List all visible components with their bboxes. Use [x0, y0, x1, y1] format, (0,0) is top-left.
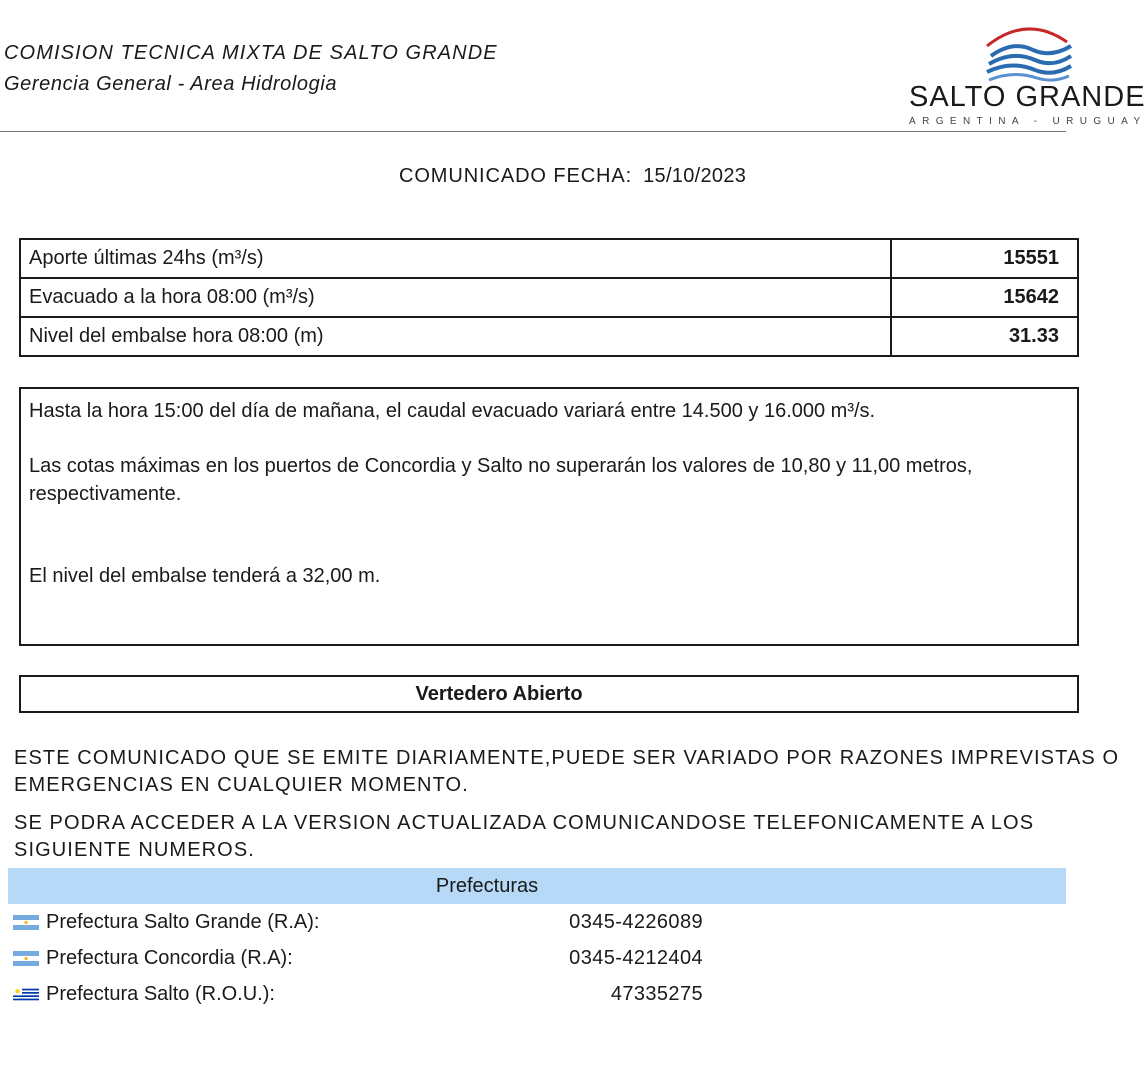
forecast-note: Las cotas máximas en los puertos de Concordia y Salto no superarán los valores de 10,80 y 11,00 metros, respectivamente.: [29, 455, 973, 505]
prefectura-phone[interactable]: 47335275: [610, 983, 703, 1005]
spillway-status: Vertedero Abierto: [19, 675, 1079, 713]
prefectura-row: [13, 943, 713, 973]
organization-name: COMISION TECNICA MIXTA DE SALTO GRANDE: [4, 42, 498, 64]
forecast-notes-box: [19, 387, 1079, 646]
row-label: Evacuado a la hora 08:00 (m³/s): [20, 278, 891, 317]
communique-date: 15/10/2023: [643, 165, 747, 187]
prefectura-name: Prefectura Salto (R.O.U.):: [46, 983, 275, 1005]
logo-name: SALTO GRANDE: [909, 81, 1146, 113]
table-row: [20, 239, 1078, 278]
header-divider: [0, 131, 1066, 132]
prefectura-phone[interactable]: 0345-4212404: [569, 947, 703, 969]
table-row: [20, 317, 1078, 356]
prefectura-row: [13, 979, 713, 1009]
uruguay-flag-icon: [13, 987, 39, 1002]
disclaimer-line: SE PODRA ACCEDER A LA VERSION ACTUALIZADA COMUNICANDOSE TELEFONICAMENTE A LOS: [14, 812, 1035, 834]
salto-grande-logo: [905, 18, 1147, 130]
forecast-note: El nivel del embalse tenderá a 32,00 m.: [29, 565, 381, 587]
department-name: Gerencia General - Area Hidrologia: [4, 73, 338, 95]
argentina-flag-icon: [13, 951, 39, 966]
forecast-note: Hasta la hora 15:00 del día de mañana, el caudal evacuado variará entre 14.500 y 16.000 m³/s.: [29, 400, 876, 422]
row-label: Aporte últimas 24hs (m³/s): [20, 239, 891, 278]
row-value: 15551: [891, 239, 1078, 278]
contact-instructions: [14, 810, 1034, 864]
row-value: 15642: [891, 278, 1078, 317]
prefectura-phone[interactable]: 0345-4226089: [569, 911, 703, 933]
disclaimer-line: EMERGENCIAS EN CUALQUIER MOMENTO.: [14, 774, 469, 796]
communique-label: COMUNICADO FECHA:: [399, 165, 633, 187]
disclaimer-line: SIGUIENTE NUMEROS.: [14, 839, 255, 861]
prefecturas-header: Prefecturas: [8, 868, 1066, 904]
prefectura-name: Prefectura Salto Grande (R.A):: [46, 911, 320, 933]
logo-emblem: [983, 20, 1073, 90]
prefectura-name: Prefectura Concordia (R.A):: [46, 947, 293, 969]
row-label: Nivel del embalse hora 08:00 (m): [20, 317, 891, 356]
disclaimer-line: ESTE COMUNICADO QUE SE EMITE DIARIAMENTE,PUEDE SER VARIADO POR RAZONES IMPREVISTAS O: [14, 747, 1120, 769]
disclaimer-text: [14, 745, 1119, 799]
table-row: [20, 278, 1078, 317]
communique-date-line: [399, 165, 746, 188]
prefectura-row: [13, 907, 713, 937]
logo-subtitle: ARGENTINA - URUGUAY: [909, 116, 1147, 127]
hydrology-data-table: [19, 238, 1079, 357]
row-value: 31.33: [891, 317, 1078, 356]
argentina-flag-icon: [13, 915, 39, 930]
